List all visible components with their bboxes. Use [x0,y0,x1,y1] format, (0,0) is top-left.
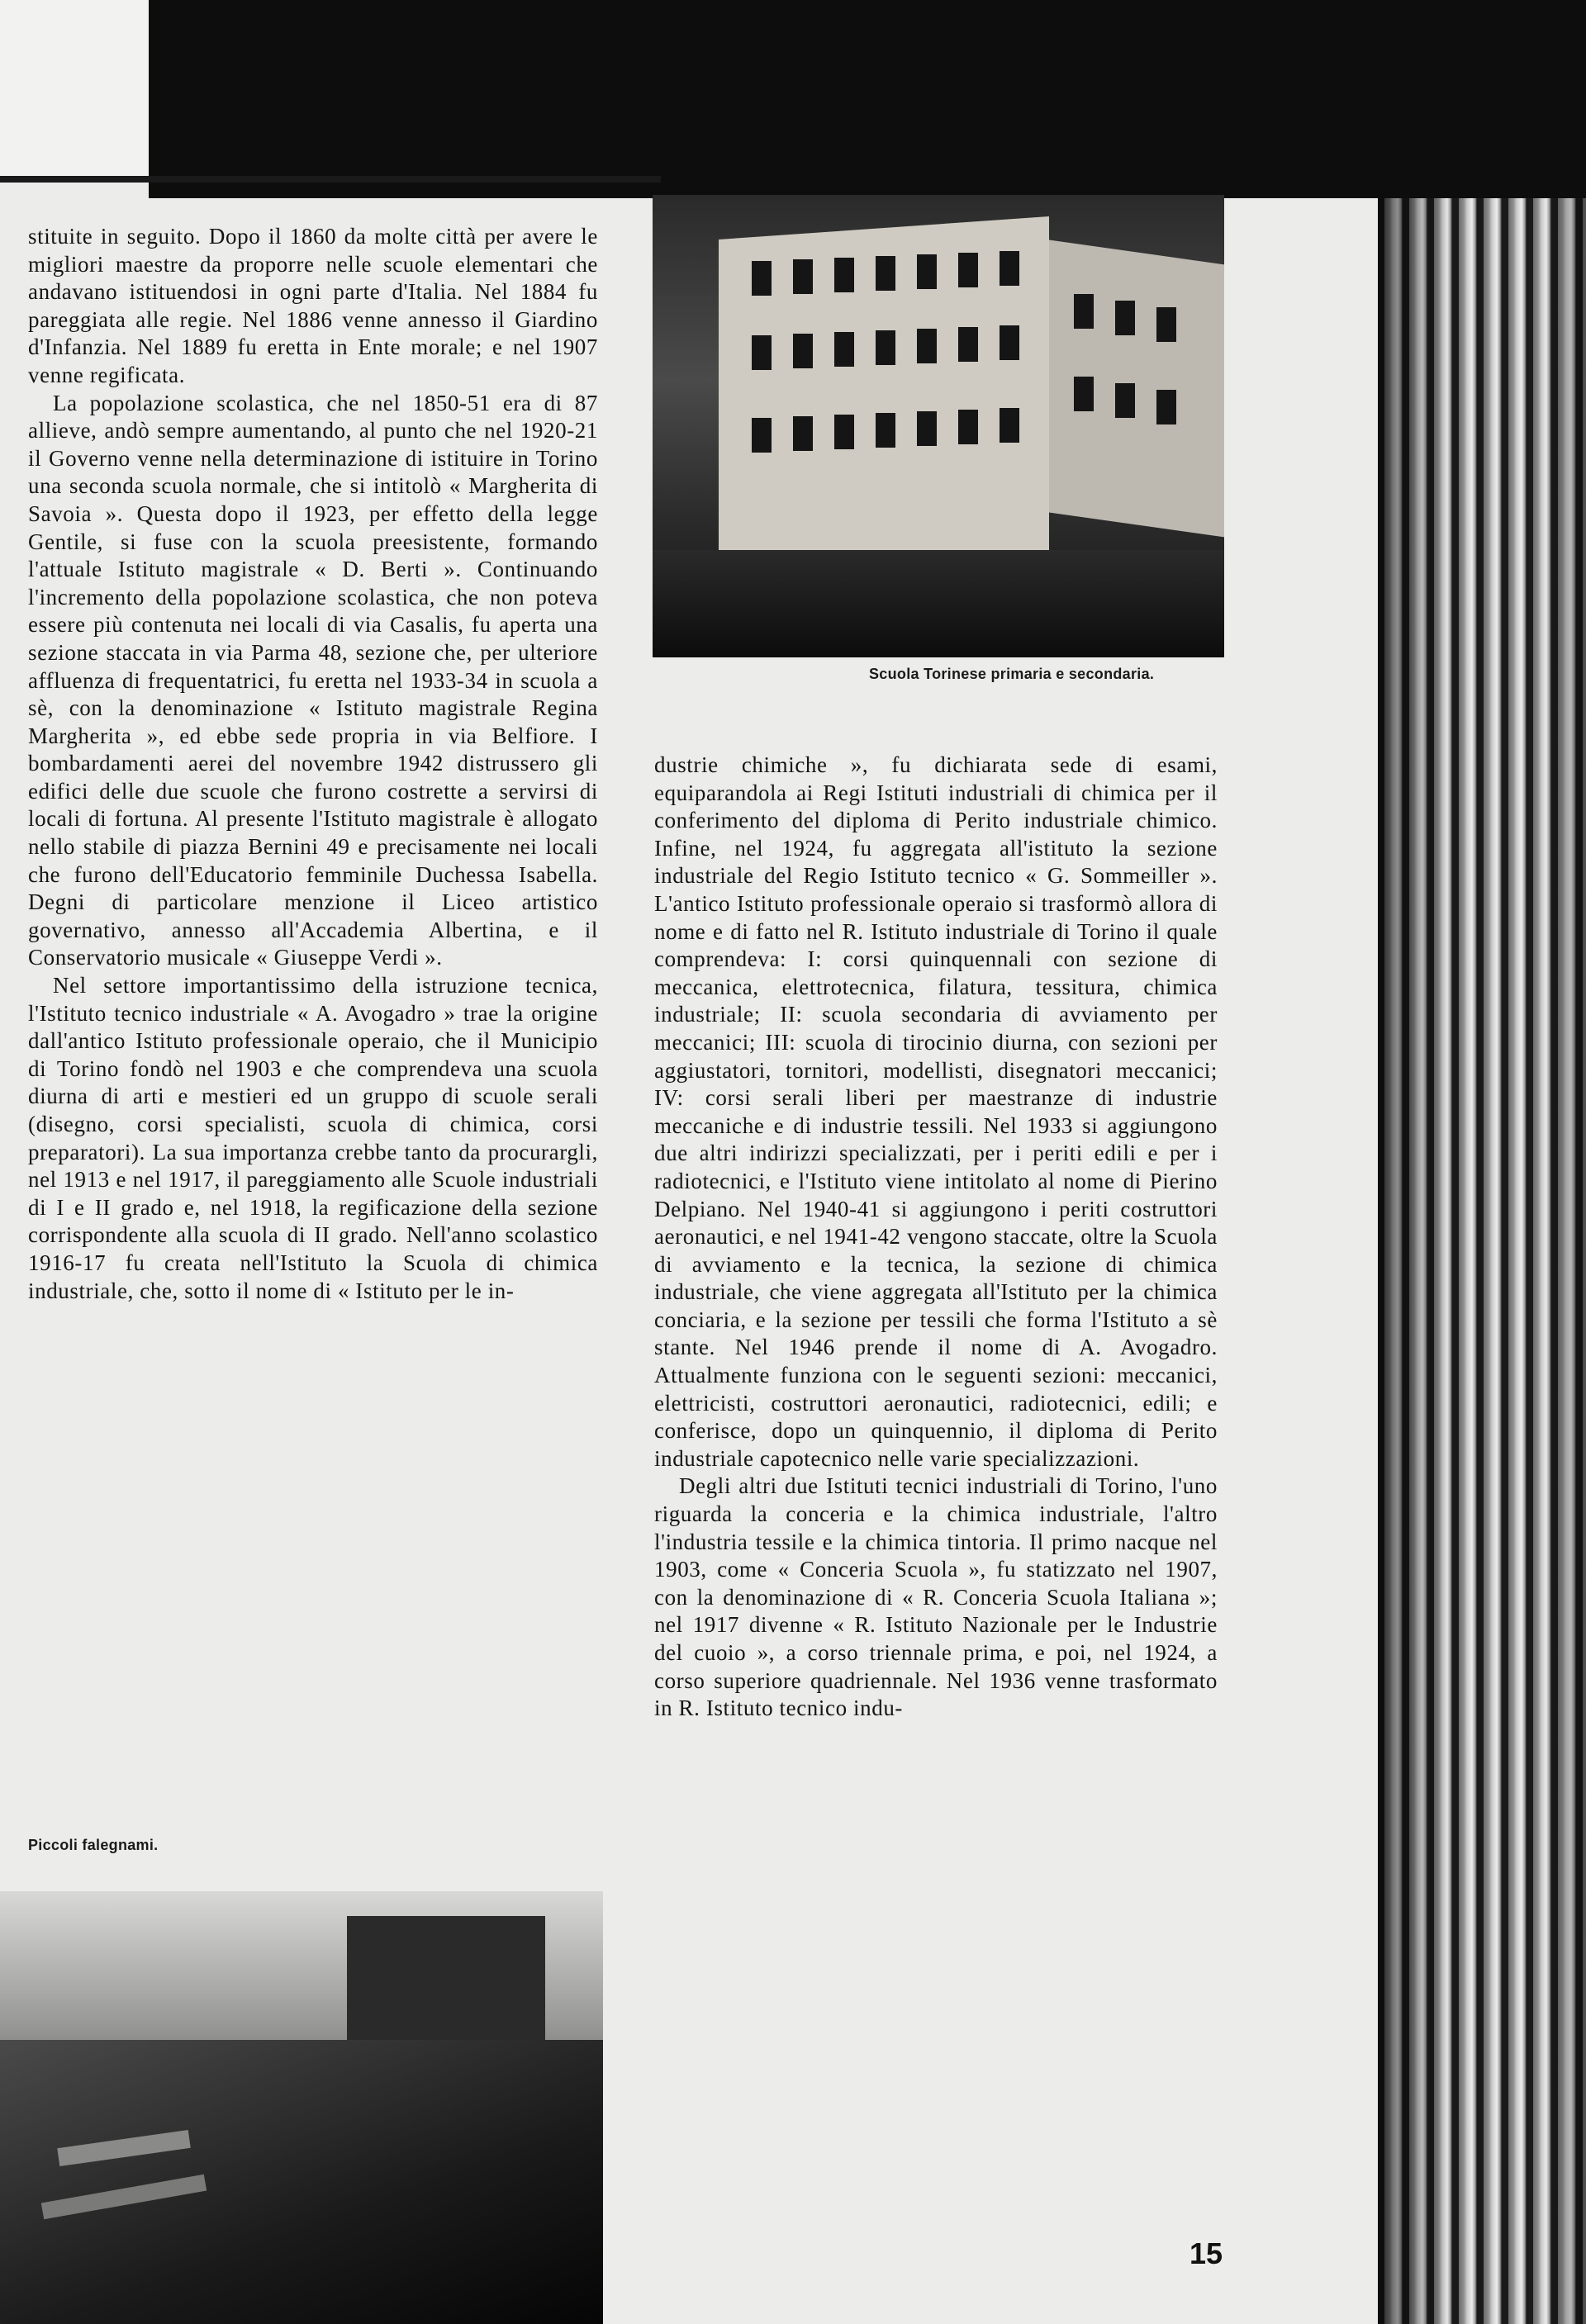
carpenters-photo [0,1891,603,2324]
left-paragraph-1: stituite in seguito. Dopo il 1860 da molte città per avere le migliori maestre da proporre nelle scuole elementari che andavano istituendosi in ogni parte d'Italia. Nel 1884 fu pareggiata alle regie. Nel 1886 venne annesso il Giardino d'Infanzia. Nel 1889 fu eretta in Ente morale; e nel 1907 venne regificata. [28,224,598,387]
top-dark-band [149,0,1586,198]
right-edge-shading [1378,198,1586,2324]
top-rule [0,176,661,183]
carpenters-photo-caption: Piccoli falegnami. [28,1837,159,1853]
top-margin [0,0,149,178]
page-number: 15 [1190,2236,1223,2270]
right-paragraph-2: Degli altri due Istituti tecnici industriali di Torino, l'uno riguarda la conceria e la chimica industriale, l'altro l'industria tessile e la chimica tintoria. Il primo nacque nel 1903, come « Conceria Scuola », fu statizzato nel 1907, con la denominazione di « R. Conceria Scuola Italiana »; nel 1917 divenne « R. Istituto Nazionale per le Industrie del cuoio », a corso triennale prima, e poi, nel 1924, a corso superiore quadriennale. Nel 1936 venne trasformato in R. Istituto tecnico indu- [654,1473,1218,1721]
right-paragraph-1: dustrie chimiche », fu dichiarata sede di esami, equiparandola ai Regi Istituti industriali di chimica per il conferimento del diploma di Perito industriale chimico. Infine, nel 1924, fu aggregata all'istituto la sezione industriale del Regio Istituto tecnico « G. Sommeiller ». L'antico Istituto professionale operaio si trasformò allora di nome e di fatto nel R. Istituto industriale di Torino il quale comprendeva: I: corsi quinquennali con sezione di meccanica, elettrotecnica, filatura, tessitura, chimica industriale; II: scuola secondaria di avviamento per meccanici; III: scuola di tirocinio diurna, con sezioni per aggiustatori, tornitori, modellisti, disegnatori meccanici; IV: corsi serali liberi per maestranze di industrie meccaniche e di industrie tessili. Nel 1933 si aggiungono due altri indirizzi specializzati, per i periti edili e per i radiotecnici, e l'Istituto viene intitolato al nome di Pierino Delpiano. Nel 1940-41 si aggiungono i periti costruttori aeronautici, e nel 1941-42 vengono staccate, oltre la Scuola di avviamento e la tecnica, la sezione di chimica industriale, che viene aggregata all'Istituto per la chimica conciaria, e la sezione per tessili che forma l'Istituto a sè stante. Nel 1946 prende il nome di A. Avogadro. Attualmente funziona con le seguenti sezioni: meccanici, elettricisti, costruttori aeronautici, radiotecnici, edili; e conferisce, dopo un quinquennio, il diploma di Perito industriale capotecnico nelle varie specializzazioni. [654,752,1218,1471]
school-building-photo [653,195,1224,657]
left-text-column [28,223,598,1305]
school-photo-caption: Scuola Torinese primaria e secondaria. [869,666,1155,682]
right-text-column [654,752,1218,1723]
left-paragraph-3: Nel settore importantissimo della istruzione tecnica, l'Istituto tecnico industriale « A. Avogadro » trae la origine dall'antico Istituto professionale operaio, che il Municipio di Torino fondò nel 1903 e che comprendeva una scuola diurna di arti e mestieri ed un gruppo di scuole serali (disegno, corsi specialisti, scuola di chimica, corsi preparatori). La sua importanza crebbe tanto da procurargli, nel 1913 e nel 1917, il pareggiamento alle Scuole industriali di I e II grado e, nel 1918, la regificazione della sezione corrispondente alla scuola di II grado. Nell'anno scolastico 1916-17 fu creata nell'Istituto la Scuola di chimica industriale, che, sotto il nome di « Istituto per le in- [28,973,598,1303]
left-paragraph-2: La popolazione scolastica, che nel 1850-51 era di 87 allieve, andò sempre aumentando, al punto che nel 1920-21 il Governo venne nella determinazione di istituire in Torino una seconda scuola normale, che si intitolò « Margherita di Savoia ». Questa dopo il 1923, per effetto della legge Gentile, si fuse con la scuola preesistente, formando l'attuale Istituto magistrale « D. Berti ». Continuando l'incremento della popolazione scolastica, che non poteva essere più contenuta nei locali di via Casalis, fu aperta una sezione staccata in via Parma 48, sezione che, per ulteriore affluenza di frequentatrici, fu eretta nel 1933-34 in scuola a sè, con la denominazione « Istituto magistrale Regina Margherita », ed ebbe sede propria in via Belfiore. I bombardamenti aerei del novembre 1942 distrussero gli edifici delle due scuole che furono costrette a servirsi di locali di fortuna. Al presente l'Istituto magistrale è allogato nello stabile di piazza Bernini 49 e precisamente nei locali che furono dell'Educatorio femminile Duchessa Isabella. Degni di particolare menzione il Liceo artistico governativo, annesso all'Accademia Albertina, e il Conservatorio musicale « Giuseppe Verdi ». [28,390,598,970]
